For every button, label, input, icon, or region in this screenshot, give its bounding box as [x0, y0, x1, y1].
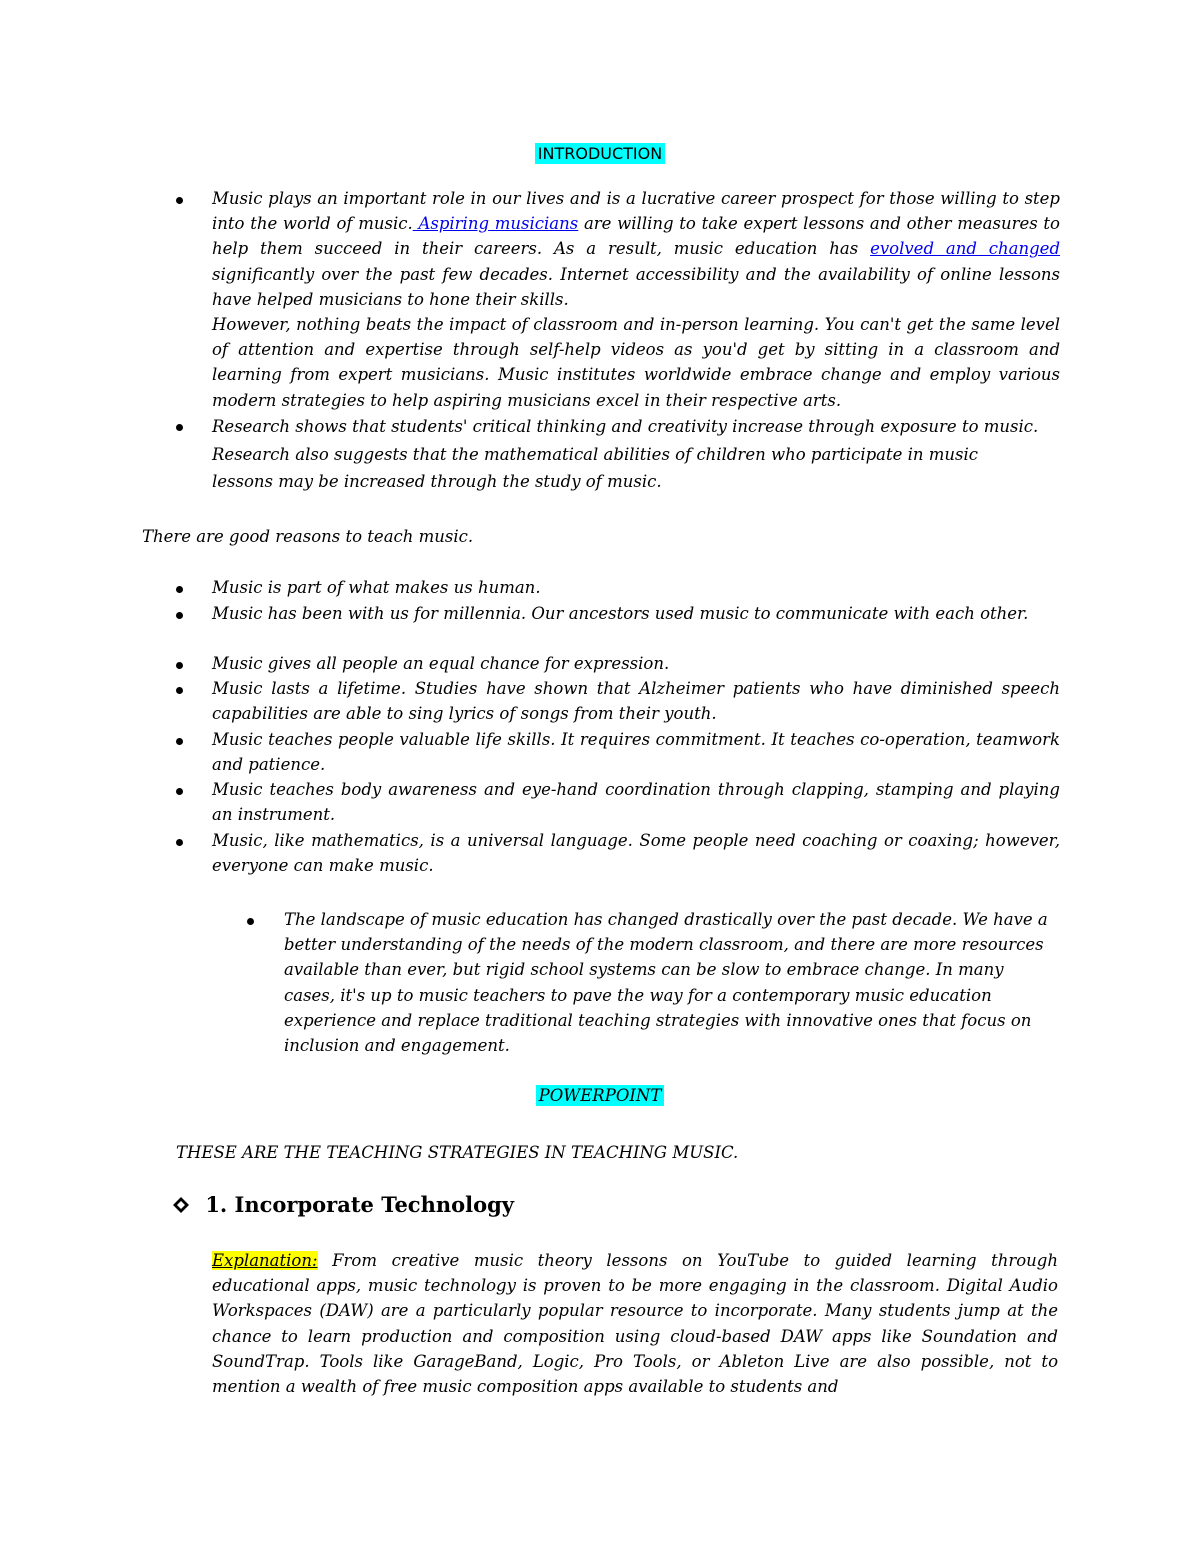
introduction-heading-text: INTRODUCTION [535, 143, 665, 164]
explanation-label: Explanation: [212, 1251, 318, 1270]
reason-item: Music teaches people valuable life skills. It requires commitment. It teaches co-operation, teamwork and patience. [212, 730, 1060, 775]
bullet-icon [175, 189, 185, 199]
explanation-text: From creative music theory lessons on YouTube to guided learning through educational apps, music technology is proven to be more engaging in the classroom. Digital Audio Workspaces (DAW) are a particularly popular resource to incorporate. Many students jump at the chance to learn production and composition using cloud-based DAW apps like Soundation and SoundTrap. Tools like GarageBand, Logic, Pro Tools, or Ableton Live are also possible, not to mention a wealth of free music composition apps available to students and [212, 1251, 1058, 1397]
intro-bullet-1 [212, 186, 1060, 413]
strategies-lead: THESE ARE THE TEACHING STRATEGIES IN TEACHING MUSIC. [176, 1143, 739, 1162]
bullet-icon [175, 604, 185, 614]
powerpoint-heading [0, 1086, 1200, 1105]
aspiring-musicians-link[interactable]: Aspiring musicians [412, 214, 579, 234]
introduction-heading [0, 144, 1200, 163]
bullet-icon [246, 910, 256, 920]
intro-bullet-1-text-3: significantly over the past few decades. Internet accessibility and the availability of online lessons have helped musicians to hone their skills. [212, 264, 1060, 309]
bullet-icon [175, 679, 185, 689]
bullet-icon [175, 831, 185, 841]
intro-bullet-1-text-4: However, nothing beats the impact of classroom and in-person learning. You can't get the same level of attention and expertise through self-help videos as you'd get by sitting in a classroom and learning from expert musicians. Music institutes worldwide embrace change and employ various modern strategies to help aspiring musicians excel in their respective arts. [212, 315, 1060, 410]
reason-item: Music has been with us for millennia. Our ancestors used music to communicate with each other. [212, 604, 1029, 623]
reason-item: Music teaches body awareness and eye-hand coordination through clapping, stamping and playing an instrument. [212, 780, 1060, 825]
bullet-icon [175, 780, 185, 790]
bullet-icon [175, 730, 185, 740]
section-1-heading-text: 1. Incorporate Technology [205, 1192, 515, 1217]
bullet-icon [175, 654, 185, 664]
section-1-heading [172, 1192, 514, 1217]
bullet-icon [175, 578, 185, 588]
powerpoint-heading-text: POWERPOINT [536, 1085, 665, 1106]
reason-item: Music gives all people an equal chance for expression. [212, 654, 670, 673]
section-1-explanation [212, 1248, 1058, 1399]
intro-bullet-1-text-2: are willing to take expert lessons and other measures to help them succeed in their careers. As a result, music education has [212, 214, 1060, 259]
evolved-and-changed-link[interactable]: evolved and changed [870, 239, 1061, 259]
intro-bullet-2: Research shows that students' critical thinking and creativity increase through exposure to music. Research also suggests that the mathematical abilities of children who participate in music lessons may be increased through the study of music. [212, 417, 1039, 491]
reason-item: Music is part of what makes us human. [212, 578, 541, 597]
reason-item: Music lasts a lifetime. Studies have shown that Alzheimer patients who have diminished speech capabilities are able to sing lyrics of songs from their youth. [212, 679, 1060, 724]
bullet-icon [175, 416, 185, 426]
intro-bullet-1-text: Music plays an important role in our lives and is a lucrative career prospect for those willing to step into the world of music. [212, 189, 1060, 234]
nested-bullet: The landscape of music education has changed drastically over the past decade. We have a better understanding of the needs of the modern classroom, and there are more resources available than ever, but rigid school systems can be slow to embrace change. In many cases, it's up to music teachers to pave the way for a contemporary music education experience and replace traditional teaching strategies with innovative ones that focus on inclusion and engagement. [284, 910, 1048, 1056]
diamond-bullet-icon [172, 1192, 198, 1217]
reasons-lead: There are good reasons to teach music. [142, 527, 474, 546]
reason-item: Music, like mathematics, is a universal language. Some people need coaching or coaxing; however, everyone can make music. [212, 831, 1060, 876]
